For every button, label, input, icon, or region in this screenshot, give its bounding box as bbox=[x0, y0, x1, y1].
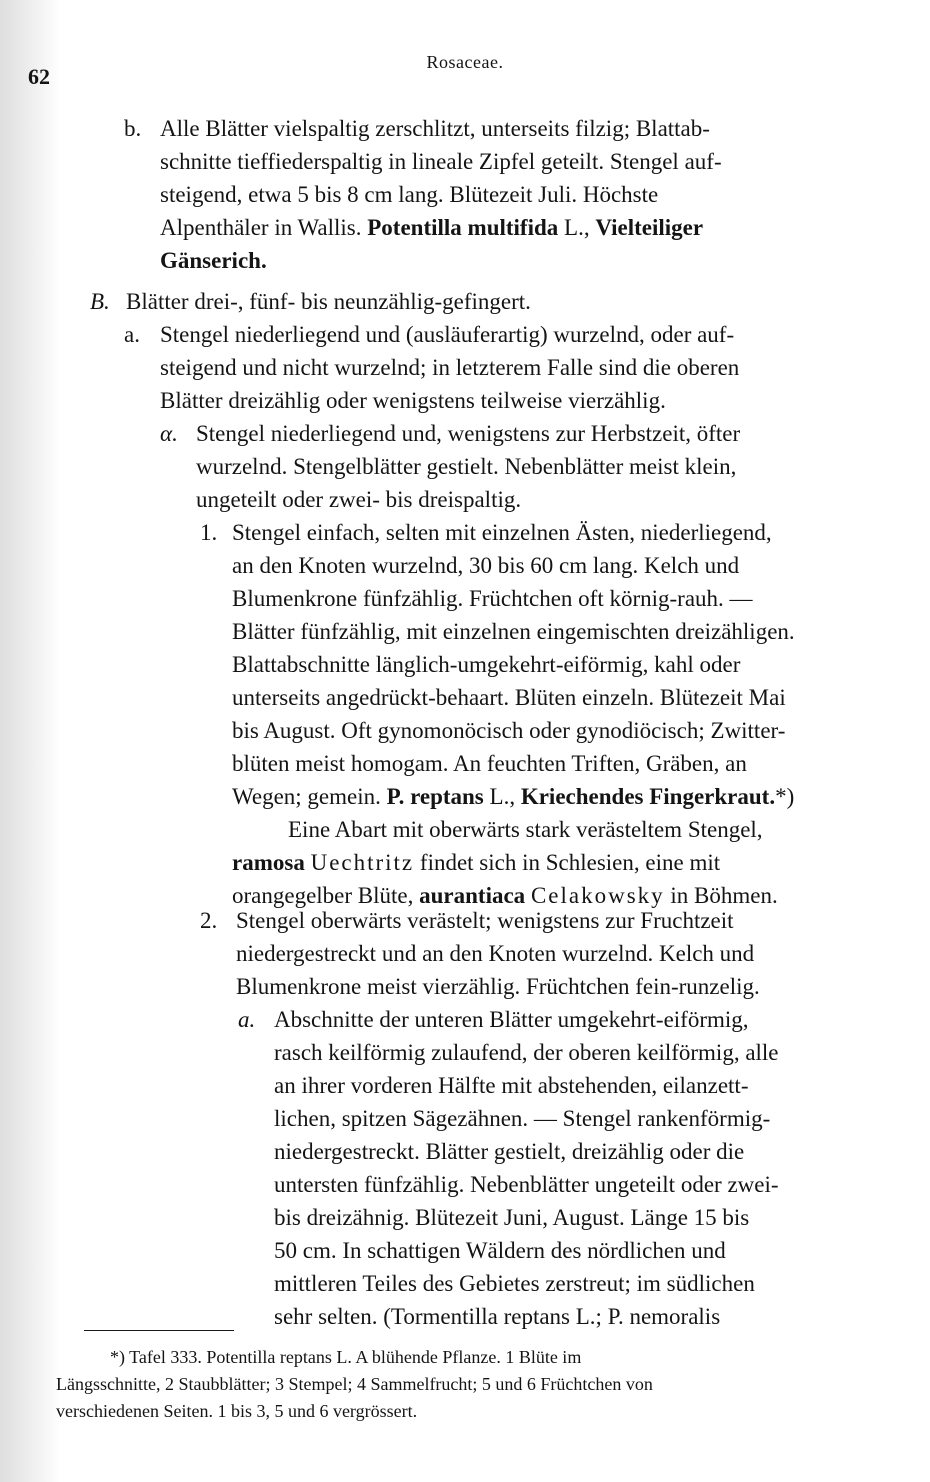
section-a-stengel bbox=[124, 318, 894, 417]
page-number: 62 bbox=[28, 64, 50, 89]
text-line: B. Blätter drei-, fünf- bis neunzählig-gefingert. bbox=[90, 285, 870, 318]
text-line: 2. Stengel oberwärts verästelt; wenigstens zur Fruchtzeit bbox=[200, 904, 900, 937]
item-marker: 1. bbox=[200, 520, 218, 545]
footnote-line: *) Tafel 333. Potentilla reptans L. A blühende Pflanze. 1 Blüte im bbox=[110, 1347, 582, 1367]
text-line: 50 cm. In schattigen Wäldern des nördlichen und bbox=[274, 1238, 726, 1263]
common-name: Vielteiliger bbox=[595, 215, 704, 240]
section-2-verastelt bbox=[200, 904, 900, 1003]
text-line: unterseits angedrückt-behaart. Blüten einzeln. Blütezeit Mai bbox=[232, 685, 786, 710]
variety-paragraph bbox=[232, 813, 912, 912]
running-head: Rosaceae. bbox=[426, 52, 504, 72]
section-alpha bbox=[160, 417, 890, 516]
text-line: untersten fünfzählig. Nebenblätter ungeteilt oder zwei- bbox=[274, 1172, 779, 1197]
species-name: P. reptans bbox=[386, 784, 484, 809]
text-line: blüten meist homogam. An feuchten Triften, Gräben, an bbox=[232, 751, 747, 776]
text-line: mittleren Teiles des Gebietes zerstreut; im südlichen bbox=[274, 1271, 755, 1296]
item-marker: 2. bbox=[200, 908, 218, 933]
text-line: ungeteilt oder zwei- bis dreispaltig. bbox=[196, 487, 522, 512]
text-line: niedergestreckt. Blätter gestielt, dreizählig oder die bbox=[274, 1139, 745, 1164]
text-line: an den Knoten wurzelnd, 30 bis 60 cm lang. Kelch und bbox=[232, 553, 740, 578]
species-name: Potentilla multifida bbox=[367, 215, 559, 240]
text-line: orangegelber Blüte, aurantiaca Celakowsky in Böhmen. bbox=[232, 883, 778, 908]
common-name: Kriechendes Fingerkraut. bbox=[520, 784, 776, 809]
variety-name: aurantiaca bbox=[419, 883, 526, 908]
item-marker: a. bbox=[238, 1007, 256, 1032]
section-b-multifida bbox=[124, 112, 894, 277]
text-line: steigend, etwa 5 bis 8 cm lang. Blütezeit Juli. Höchste bbox=[160, 182, 659, 207]
text-line: a. Stengel niederliegend und (ausläuferartig) wurzelnd, oder auf- bbox=[124, 318, 894, 351]
text-line: a. Abschnitte der unteren Blätter umgekehrt-eiförmig, bbox=[238, 1003, 908, 1036]
text-line: Eine Abart mit oberwärts stark verästeltem Stengel, bbox=[288, 817, 763, 842]
text-line: Blattabschnitte länglich-umgekehrt-eiförmig, kahl oder bbox=[232, 652, 741, 677]
text-line: Blätter dreizählig oder wenigstens teilweise vierzählig. bbox=[160, 388, 666, 413]
common-name: Gänserich. bbox=[160, 248, 267, 273]
text-line: lichen, spitzen Sägezähnen. — Stengel rankenförmig- bbox=[274, 1106, 771, 1131]
text-line: b. Alle Blätter vielspaltig zerschlitzt, unterseits filzig; Blattab- bbox=[124, 112, 894, 145]
text-line: Blumenkrone fünfzählig. Früchtchen oft körnig-rauh. — bbox=[232, 586, 753, 611]
text-line: 1. Stengel einfach, selten mit einzelnen Ästen, niederliegend, bbox=[200, 516, 900, 549]
footnote-divider bbox=[84, 1330, 234, 1331]
text-line: an ihrer vorderen Hälfte mit abstehenden, eilanzett- bbox=[274, 1073, 749, 1098]
text-line: α. Stengel niederliegend und, wenigstens zur Herbstzeit, öfter bbox=[160, 417, 890, 450]
item-marker: a. bbox=[124, 322, 140, 347]
text-line: Alpenthäler in Wallis. Potentilla multifida L., Vielteiliger bbox=[160, 215, 704, 240]
footnote-line: Längsschnitte, 2 Staubblätter; 3 Stempel; 4 Sammelfrucht; 5 und 6 Früchtchen von bbox=[56, 1374, 653, 1394]
text-line: ramosa Uechtritz findet sich in Schlesien, eine mit bbox=[232, 850, 721, 875]
text-line: niedergestreckt und an den Knoten wurzelnd. Kelch und bbox=[236, 941, 755, 966]
section-1-reptans bbox=[200, 516, 900, 813]
text-line: rasch keilförmig zulaufend, der oberen keilförmig, alle bbox=[274, 1040, 779, 1065]
text-line: sehr selten. (Tormentilla reptans L.; P. nemoralis bbox=[274, 1304, 721, 1329]
text-line: Wegen; gemein. P. reptans L., Kriechendes Fingerkraut.*) bbox=[232, 784, 795, 809]
text-line: Blätter fünfzählig, mit einzelnen eingemischten dreizähligen. bbox=[232, 619, 795, 644]
variety-name: ramosa bbox=[232, 850, 305, 875]
author-name: Uechtritz bbox=[310, 850, 415, 875]
text-line: wurzelnd. Stengelblätter gestielt. Nebenblätter meist klein, bbox=[196, 454, 737, 479]
item-marker: b. bbox=[124, 116, 142, 141]
text-line: bis dreizähnig. Blütezeit Juni, August. Länge 15 bis bbox=[274, 1205, 750, 1230]
section-2a-abschnitte bbox=[238, 1003, 908, 1333]
text-line: Blumenkrone meist vierzählig. Früchtchen fein-runzelig. bbox=[236, 974, 760, 999]
footnote bbox=[56, 1344, 916, 1425]
section-B-gefingert bbox=[90, 285, 870, 318]
text-line: bis August. Oft gynomonöcisch oder gynodiöcisch; Zwitter- bbox=[232, 718, 786, 743]
text-line: steigend und nicht wurzelnd; in letzterem Falle sind die oberen bbox=[160, 355, 740, 380]
footnote-ref: *) bbox=[775, 784, 795, 809]
author-name: Celakowsky bbox=[530, 883, 665, 908]
text-line: schnitte tieffiederspaltig in lineale Zipfel geteilt. Stengel auf- bbox=[160, 149, 722, 174]
footnote-line: verschiedenen Seiten. 1 bis 3, 5 und 6 vergrössert. bbox=[56, 1401, 418, 1421]
item-marker: B. bbox=[90, 289, 110, 314]
page-gutter-shadow bbox=[0, 0, 60, 1482]
item-marker: α. bbox=[160, 421, 178, 446]
